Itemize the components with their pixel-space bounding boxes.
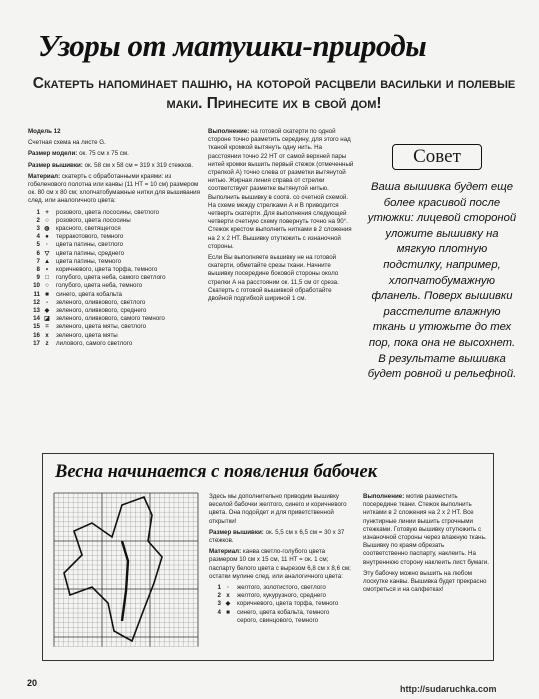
legend-number: 7 [36, 257, 40, 265]
execution-text-1: на готовой скатерти по одной стороне точно разметить середину, для этого над тканой кромкой вытянуть одну нить. На расстоянии точно 22 НТ от самой верхней пары нитей кромки вышить первый стежок (отмеченный стрелкой А) точно слева от разметки вытянутой нитью. Жирная линия справа от стрелки соответствует разметке вытянутой нитью. Выполнить вышивку в соотв. со счетной схемой. На схеме между стрелками А и В приводится четверть скатерти. Для выполнения следующей четверти счетную схему повернуть точно на 90°. Стежок крестом выполнить нитками в 2 сложения на 2 х 2 НТ. Вышивку отутюжить с изнаночной стороны. [208, 128, 354, 250]
legend-row [28, 307, 200, 315]
legend-row [28, 291, 200, 299]
legend-symbol: ▲ [43, 257, 51, 265]
butterfly-pattern-grid [52, 491, 202, 653]
emb-size-value: ок. 58 см х 58 см = 319 х 319 стежков. [84, 161, 194, 169]
legend-symbol: ◆ [44, 307, 50, 315]
legend-number: 2 [36, 216, 40, 224]
legend-number: 13 [33, 307, 40, 315]
legend-symbol: + [45, 208, 49, 216]
legend-color: цвета патины, среднего [56, 249, 125, 257]
butterfly-legend-number: 1 [217, 584, 221, 592]
legend-symbol: - [45, 298, 49, 306]
model-name: Модель 12 [28, 128, 61, 135]
butterfly-legend-number: 4 [217, 608, 221, 616]
legend-row [28, 250, 200, 258]
legend-symbol: = [45, 323, 49, 331]
butterfly-exec-label: Выполнение: [363, 493, 405, 500]
legend-row [28, 241, 200, 249]
butterfly-legend-number: 3 [217, 600, 221, 608]
legend-row [28, 332, 200, 340]
legend-row [28, 258, 200, 266]
butterfly-legend-row [209, 600, 351, 608]
butterfly-legend-row [209, 584, 351, 592]
legend-color: цвета патины, светлого [56, 241, 124, 249]
legend-number: 6 [36, 249, 40, 257]
legend-symbol: z [45, 339, 49, 347]
legend-number: 17 [33, 339, 40, 347]
model-column [28, 128, 200, 348]
legend-number: 4 [36, 233, 40, 241]
butterfly-material-label: Материал: [209, 548, 242, 556]
legend-row [28, 315, 200, 323]
butterfly-execution-column [363, 493, 489, 597]
butterfly-legend-row [209, 592, 351, 600]
butterfly-material-value: канва светло-голубого цвета размером 10 см х 15 см, 11 НТ = ок. 1 см; паспарту белого цвета с вырезом 6,8 см х 8,6 см; остатки мулине след. или аналогичного цвета: [209, 548, 351, 580]
butterfly-exec-text-1: мотив разместить посередине ткани. Стежок выполнить нитками в 2 сложения на 2 х 2 НТ. Все пунктирные линии вышить строчными стежками. Готовую вышивку отутюжить с изнаночной стороны через влажную ткань. Вышивку по краям обрезать соответственно паспарту, наклеить. На внутреннюю сторону наклеить лист бумаги. [363, 493, 489, 566]
page-number: 20 [27, 678, 38, 688]
legend-row [28, 266, 200, 274]
butterfly-legend-symbol: x [226, 592, 230, 600]
legend-color: синего, цвета кобальта [56, 290, 122, 298]
legend-number: 12 [33, 298, 40, 306]
legend-symbol: ○ [45, 216, 49, 224]
legend-number: 1 [36, 208, 40, 216]
legend-row [28, 340, 200, 348]
legend-color: розового, цвета лососины [56, 216, 131, 224]
legend-color: терракотового, темного [56, 233, 124, 241]
legend-color: зеленого, цвета мяты [56, 331, 118, 339]
butterfly-legend-symbol: · [226, 584, 230, 592]
legend-number: 9 [36, 274, 40, 282]
legend-row [28, 274, 200, 282]
butterfly-intro: Здесь мы дополнительно приводим вышивку веселой бабочки желтого, синего и коричневого цвета. Она подойдет и для приветственной открытки! [209, 493, 347, 525]
legend-color: зеленого, оливкового, среднего [56, 307, 147, 315]
legend-symbol: · [45, 241, 49, 249]
legend-color: лилового, самого светлого [56, 339, 133, 347]
butterfly-legend-row [209, 609, 351, 617]
butterfly-size-label: Размер вышивки: [209, 528, 264, 536]
emb-size-label: Размер вышивки: [28, 161, 83, 169]
legend-symbol: ■ [45, 290, 49, 298]
legend-symbol: □ [45, 274, 49, 282]
tip-title: Совет [392, 144, 482, 170]
execution-label: Выполнение: [208, 128, 250, 135]
page-title: Узоры от матушки-природы [38, 28, 427, 63]
size-value: ок. 75 см х 75 см. [79, 150, 129, 158]
legend-symbol: ◍ [44, 225, 50, 233]
butterfly-legend-color: желтого, золотистого, светлого [237, 584, 326, 592]
butterfly-exec-text-2: Эту бабочку можно вышить на любом лоскутке канвы. Вышивка будет прекрасно смотреться и на салфетках! [363, 569, 487, 594]
butterfly-body [122, 541, 128, 621]
legend-number: 15 [33, 323, 40, 331]
butterfly-legend-color: желтого, кукурузного, среднего [237, 592, 326, 600]
tip-text: Ваша вышивка будет еще более красивой после утюжки: лицевой стороной уложите вышивку на мягкую плотную подстилку, например, хлопчатобумажную фланель. Поверх вышивки расстелите влажную ткань и утюжьте до тех пор, пока она не высохнет. В результате вышивка будет ровной и рельефной. [367, 181, 517, 381]
legend-number: 11 [33, 290, 40, 298]
legend-color: красного, светящегося [56, 225, 121, 233]
lead-text: Скатерть напоминает пашню, на которой расцвели васильки и полевые маки. Принесите их в свой дом! [32, 75, 516, 112]
legend-symbol: • [45, 266, 49, 274]
legend-color: зеленого, оливкового, светлого [56, 298, 146, 306]
legend-number: 5 [36, 241, 40, 249]
tip-block [367, 144, 517, 383]
butterfly-legend-color: коричневого, цвета торфа, темного [237, 600, 339, 608]
legend-color: голубого, цвета неба, самого светлого [56, 274, 166, 282]
legend-number: 8 [36, 266, 40, 274]
execution-text-2: Если Вы выполняете вышивку не на готовой скатерти, обметайте срезы ткани. Начните вышивку посередине боковой стороны около стрелки А на расстоянии ок. 11,5 см от среза. Скатерть с готовой вышивкой обработайте двойной подгибкой шириной 1 см. [208, 254, 339, 303]
butterfly-info-column [209, 493, 351, 625]
legend-color: розового, цвета лососины, светлого [56, 208, 160, 216]
scheme-note: Счетная схема на листе G. [28, 139, 106, 147]
legend-symbol: x [45, 331, 49, 339]
legend-row [28, 225, 200, 233]
source-url: http://sudaruchka.com [400, 684, 497, 694]
legend-row [28, 217, 200, 225]
legend-row [28, 233, 200, 241]
legend-symbol: ▽ [44, 249, 50, 257]
legend-row [28, 323, 200, 331]
butterfly-legend-number: 2 [217, 592, 221, 600]
butterfly-legend-color: синего, цвета кобальта, темного [237, 608, 330, 616]
legend-number: 3 [36, 225, 40, 233]
material-value: скатерть с обработанными краями: из гобеленового полотна или канвы (11 НТ = 10 см) размером ок. 80 см х 80 см; хлопчатобумажные нитки для вышивания след. или аналогичного цвета: [28, 172, 200, 205]
thread-legend [28, 209, 200, 348]
legend-symbol: ◪ [44, 315, 50, 323]
size-label: Размер модели: [28, 150, 78, 158]
butterfly-legend-symbol: ■ [226, 608, 230, 616]
butterfly-size-value: ок. 5,5 см х 6,5 см = 30 х 37 стежков. [209, 528, 345, 545]
butterfly-title: Весна начинается с появления бабочек [55, 462, 378, 482]
butterfly-legend-color: серого, свинцового, темного [237, 616, 319, 624]
legend-color: зеленого, цвета мяты, светлого [56, 323, 147, 331]
butterfly-chart [52, 491, 202, 653]
legend-color: цвета патины, темного [56, 257, 122, 265]
legend-number: 10 [33, 282, 40, 290]
grid-lines [54, 493, 198, 647]
legend-row [28, 282, 200, 290]
legend-color: зеленого, оливкового, самого темного [56, 315, 165, 323]
legend-row [28, 299, 200, 307]
execution-column [208, 128, 356, 306]
legend-symbol: ○ [45, 282, 49, 290]
legend-color: голубого, цвета неба, темного [56, 282, 143, 290]
butterfly-outline [64, 497, 162, 641]
butterfly-legend-row [209, 617, 351, 625]
butterfly-legend-symbol: ◆ [225, 600, 231, 608]
legend-number: 14 [33, 315, 40, 323]
legend-number: 16 [33, 331, 40, 339]
legend-symbol: ● [45, 233, 49, 241]
material-label: Материал: [28, 172, 61, 180]
legend-row [28, 209, 200, 217]
butterfly-legend [209, 584, 351, 625]
legend-color: коричневого, цвета торфа, темного [56, 266, 158, 274]
